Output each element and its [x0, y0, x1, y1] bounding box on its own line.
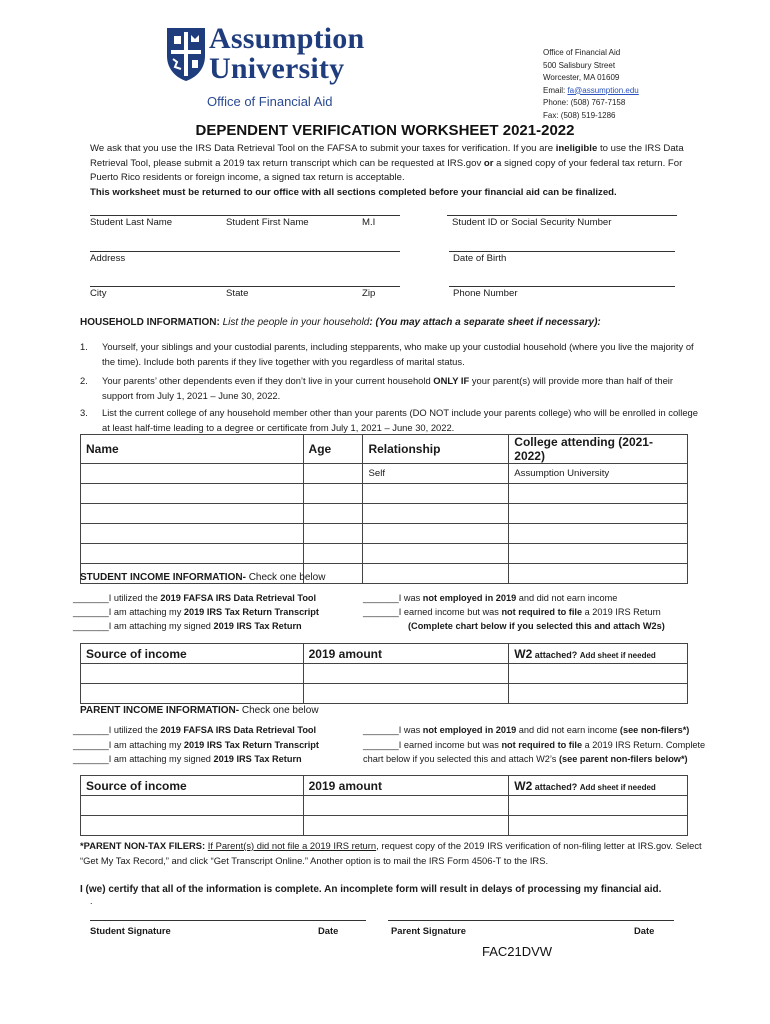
- col-source-header: Source of income: [81, 776, 304, 796]
- student-income-heading-bold: STUDENT INCOME INFORMATION-: [80, 572, 246, 583]
- intro-text-3: a signed copy of your federal tax return. For Puerto Rico residents or foreign income, a signed tax return is acceptable.: [90, 157, 683, 183]
- option-text: a 2019 IRS Return: [582, 607, 661, 617]
- dob-input-line[interactable]: [449, 251, 675, 252]
- table-row[interactable]: [81, 544, 688, 564]
- table-cell[interactable]: [509, 796, 688, 816]
- table-cell[interactable]: [509, 684, 688, 704]
- checkbox-blank[interactable]: _______: [73, 725, 109, 735]
- option-text-bold: not required to file: [501, 607, 583, 617]
- label-date-parent: Date: [634, 925, 655, 936]
- table-cell[interactable]: [81, 504, 304, 524]
- label-student-id: Student ID or Social Security Number: [452, 217, 612, 228]
- student-income-header-row: [81, 644, 688, 664]
- logo-subtitle: Office of Financial Aid: [207, 94, 333, 109]
- student-option-not-required[interactable]: [363, 605, 661, 620]
- checkbox-blank[interactable]: _______: [363, 593, 399, 603]
- non-filers-text: , request copy of the 2019 IRS verification of non-filing letter at IRS.gov. Select “Get My Tax Record,” and click “Get Transcript Online.” Another option is to mail the IRS Form 4506-T to the IRS.: [80, 840, 702, 866]
- table-cell[interactable]: [509, 524, 688, 544]
- household-heading: [80, 317, 601, 328]
- student-option-transcript[interactable]: [73, 605, 319, 620]
- student-income-heading-note: Check one below: [245, 572, 326, 583]
- table-cell[interactable]: Self: [363, 464, 509, 484]
- col-amount-header: 2019 amount: [303, 776, 509, 796]
- table-cell[interactable]: [81, 484, 304, 504]
- city-state-zip-input-line[interactable]: [90, 286, 400, 287]
- table-row[interactable]: [81, 524, 688, 544]
- label-address: Address: [90, 253, 126, 264]
- table-cell[interactable]: [509, 816, 688, 836]
- table-cell[interactable]: [81, 816, 304, 836]
- option-text: chart below if you selected this and attach W2’s: [363, 754, 559, 764]
- option-text-bold: 2019 IRS Tax Return Transcript: [183, 740, 319, 750]
- contact-phone: Phone: (508) 767-7158: [543, 98, 626, 107]
- household-heading-bold-italic: : (You may attach a separate sheet if necessary):: [369, 317, 601, 328]
- item-text-bold: ONLY IF: [433, 375, 470, 386]
- checkbox-blank[interactable]: _______: [363, 725, 399, 735]
- option-text: and did not earn income: [516, 593, 618, 603]
- table-cell[interactable]: [303, 484, 363, 504]
- student-id-input-line[interactable]: [447, 215, 677, 216]
- checkbox-blank[interactable]: _______: [73, 740, 109, 750]
- student-income-table: [80, 643, 688, 704]
- table-cell[interactable]: [363, 504, 509, 524]
- contact-fax: Fax: (508) 519-1286: [543, 110, 616, 120]
- w2-label: W2: [514, 646, 533, 661]
- table-cell[interactable]: [509, 664, 688, 684]
- contact-office: Office of Financial Aid: [543, 48, 621, 57]
- col-name-header: Name: [81, 435, 304, 464]
- checkbox-blank[interactable]: _______: [363, 607, 399, 617]
- col-age-header: Age: [303, 435, 363, 464]
- parent-option-signed-return[interactable]: [73, 752, 302, 767]
- w2-add-sheet-label: Add sheet if needed: [579, 650, 656, 660]
- email-label: Email:: [543, 85, 568, 95]
- parent-income-heading: [80, 705, 319, 716]
- table-cell[interactable]: [303, 524, 363, 544]
- option-text-bold: not employed in 2019: [422, 593, 517, 603]
- col-w2-header: [509, 776, 688, 796]
- table-cell[interactable]: [303, 816, 509, 836]
- parent-income-heading-note: Check one below: [239, 705, 319, 716]
- parent-option-transcript[interactable]: [73, 738, 319, 753]
- table-row[interactable]: [81, 684, 688, 704]
- table-row[interactable]: [81, 816, 688, 836]
- parent-signature-line[interactable]: [388, 920, 674, 921]
- table-row[interactable]: [81, 464, 688, 484]
- intro-text-1: We ask that you use the IRS Data Retrieval Tool on the FAFSA to submit your taxes for verification. If you are: [90, 143, 556, 154]
- option-text: I utilized the: [108, 725, 161, 735]
- table-cell[interactable]: [509, 504, 688, 524]
- table-cell[interactable]: [363, 484, 509, 504]
- intro-paragraph: [90, 142, 690, 200]
- parent-income-header-row: [81, 776, 688, 796]
- option-text: I am attaching my signed: [108, 621, 214, 631]
- contact-block: [543, 47, 639, 122]
- table-cell[interactable]: [303, 684, 509, 704]
- table-cell[interactable]: [81, 664, 304, 684]
- table-cell[interactable]: [303, 544, 363, 564]
- option-text: I earned income but was: [398, 607, 502, 617]
- student-option-drt[interactable]: [73, 591, 316, 606]
- label-zip: Zip: [362, 288, 376, 299]
- student-signature-line[interactable]: [90, 920, 366, 921]
- table-row[interactable]: [81, 504, 688, 524]
- checkbox-blank[interactable]: _______: [73, 621, 109, 631]
- household-heading-italic: List the people in your household: [219, 317, 370, 328]
- option-text-bold: (see parent non-filers below*): [558, 754, 688, 764]
- student-chart-note: (Complete chart below if you selected this and attach W2s): [408, 621, 665, 631]
- item-number: 2.: [80, 375, 88, 386]
- option-text-bold: 2019 FAFSA IRS Data Retrieval Tool: [160, 593, 317, 603]
- option-text-bold: 2019 FAFSA IRS Data Retrieval Tool: [160, 725, 317, 735]
- option-text: and did not earn income: [516, 725, 620, 735]
- intro-bold-ineligible: ineligible: [555, 143, 598, 154]
- option-text-bold: 2019 IRS Tax Return Transcript: [183, 607, 319, 617]
- household-item-3: [80, 406, 702, 435]
- table-cell[interactable]: [81, 524, 304, 544]
- option-text: I am attaching my: [108, 607, 184, 617]
- contact-street: 500 Salisbury Street: [543, 60, 616, 70]
- student-income-heading: [80, 572, 325, 583]
- form-code: FAC21DVW: [482, 944, 553, 959]
- address-input-line[interactable]: [90, 251, 400, 252]
- table-cell[interactable]: [81, 464, 304, 484]
- household-table: [80, 434, 688, 584]
- household-header-row: [81, 435, 688, 464]
- option-text: a 2019 IRS Return. Complete: [582, 740, 706, 750]
- option-text-bold: not required to file: [501, 740, 583, 750]
- option-text-bold: not employed in 2019: [422, 725, 517, 735]
- student-option-not-employed[interactable]: [363, 591, 617, 606]
- table-cell[interactable]: [509, 544, 688, 564]
- w2-attached-label: attached?: [532, 649, 580, 660]
- name-input-line[interactable]: [90, 215, 400, 216]
- table-cell[interactable]: Assumption University: [509, 464, 688, 484]
- household-item-2: [80, 374, 702, 403]
- table-cell[interactable]: [363, 544, 509, 564]
- table-cell[interactable]: [303, 464, 363, 484]
- table-cell[interactable]: [509, 564, 688, 584]
- email-link[interactable]: fa@assumption.edu: [567, 85, 639, 95]
- household-heading-bold: HOUSEHOLD INFORMATION:: [80, 317, 220, 328]
- w2-add-sheet-label: Add sheet if needed: [579, 782, 656, 792]
- col-w2-header: [509, 644, 688, 664]
- table-cell[interactable]: [81, 544, 304, 564]
- w2-attached-label: attached?: [532, 781, 580, 792]
- table-row[interactable]: [81, 796, 688, 816]
- parent-option-not-employed[interactable]: [363, 723, 689, 738]
- table-cell[interactable]: [303, 504, 363, 524]
- table-row[interactable]: [81, 664, 688, 684]
- intro-bold-line: This worksheet must be returned to our office with all sections completed before your financial aid can be finalized.: [90, 186, 617, 198]
- table-cell[interactable]: [81, 684, 304, 704]
- option-text: I am attaching my: [108, 740, 184, 750]
- certification-statement: I (we) certify that all of the information is complete. An incomplete form will result in delays of processing my financial aid.: [80, 884, 662, 895]
- intro-bold-or: or: [483, 157, 494, 169]
- table-row[interactable]: [81, 484, 688, 504]
- label-city: City: [90, 288, 107, 299]
- table-cell[interactable]: [303, 796, 509, 816]
- contact-city: Worcester, MA 01609: [543, 73, 620, 82]
- option-text-bold: 2019 IRS Tax Return: [213, 754, 302, 764]
- non-filers-bold: *PARENT NON-TAX FILERS:: [80, 840, 206, 851]
- option-text: I was: [398, 725, 423, 735]
- label-phone: Phone Number: [453, 288, 518, 299]
- item-number: 3.: [80, 407, 88, 418]
- item-number: 1.: [80, 341, 88, 352]
- table-cell[interactable]: [509, 484, 688, 504]
- item-text: Your parents’ other dependents even if they don’t live in your current household: [102, 375, 434, 386]
- item-text: your parent(s) will provide more than half of their support from July 1, 2021 – June 30, 2022.: [102, 375, 673, 401]
- option-text: I utilized the: [108, 593, 161, 603]
- col-relationship-header: Relationship: [363, 435, 509, 464]
- label-parent-signature: Parent Signature: [391, 925, 467, 936]
- col-amount-header: 2019 amount: [303, 644, 509, 664]
- parent-income-table: [80, 775, 688, 836]
- option-text: I am attaching my signed: [108, 754, 214, 764]
- option-text: I earned income but was: [398, 740, 502, 750]
- logo-name-line2: University: [209, 52, 345, 85]
- crest-icon: [165, 26, 207, 82]
- phone-input-line[interactable]: [449, 286, 675, 287]
- page-title: DEPENDENT VERIFICATION WORKSHEET 2021-2022: [195, 122, 575, 139]
- contact-email-row: [543, 85, 639, 98]
- label-first-name: Student First Name: [226, 217, 309, 228]
- table-cell[interactable]: [363, 524, 509, 544]
- item-text: List the current college of any household member other than your parents (DO NOT include your parents college) who will be enrolled in college at least half-time leading to a degree or certificate from July 1, 2021 – June 30, 2022.: [102, 407, 698, 433]
- non-filers-underline: If Parent(s) did not file a 2019 IRS return: [207, 840, 377, 851]
- table-cell[interactable]: [303, 664, 509, 684]
- option-text: I was: [398, 593, 423, 603]
- label-state: State: [226, 288, 249, 299]
- col-source-header: Source of income: [81, 644, 304, 664]
- student-option-signed-return[interactable]: [73, 619, 302, 634]
- w2-label: W2: [514, 778, 533, 793]
- col-college-header: College attending (2021-2022): [509, 435, 688, 464]
- table-cell[interactable]: [363, 564, 509, 584]
- label-student-signature: Student Signature: [90, 925, 171, 936]
- logo-name-line1: Assumption: [209, 22, 365, 55]
- intro-text-2: to use the IRS Data Retrieval Tool, please submit a 2019 tax return transcript which can be requested at IRS.gov: [90, 143, 684, 169]
- university-logo: [165, 24, 395, 114]
- checkbox-blank[interactable]: _______: [363, 740, 399, 750]
- parent-option-drt[interactable]: [73, 723, 316, 738]
- label-dob: Date of Birth: [453, 253, 507, 264]
- certification-dot: .: [90, 896, 93, 906]
- non-filers-note: [80, 838, 720, 868]
- option-text-bold: (see non-filers*): [619, 725, 690, 735]
- parent-chart-note: [363, 752, 688, 767]
- checkbox-blank[interactable]: _______: [73, 593, 109, 603]
- label-mi: M.I: [362, 217, 376, 228]
- checkbox-blank[interactable]: _______: [73, 754, 109, 764]
- table-cell[interactable]: [81, 796, 304, 816]
- label-date-student: Date: [318, 925, 339, 936]
- checkbox-blank[interactable]: _______: [73, 607, 109, 617]
- household-item-1: [80, 340, 702, 369]
- parent-income-heading-bold: PARENT INCOME INFORMATION-: [80, 705, 240, 716]
- item-text: Yourself, your siblings and your custodial parents, including stepparents, who make up your custodial household (where you live the majority of the time). Include both parents if they live together with you regardless of marital status.: [102, 341, 694, 367]
- option-text-bold: 2019 IRS Tax Return: [213, 621, 302, 631]
- parent-option-not-required[interactable]: [363, 738, 705, 753]
- label-last-name: Student Last Name: [90, 217, 173, 228]
